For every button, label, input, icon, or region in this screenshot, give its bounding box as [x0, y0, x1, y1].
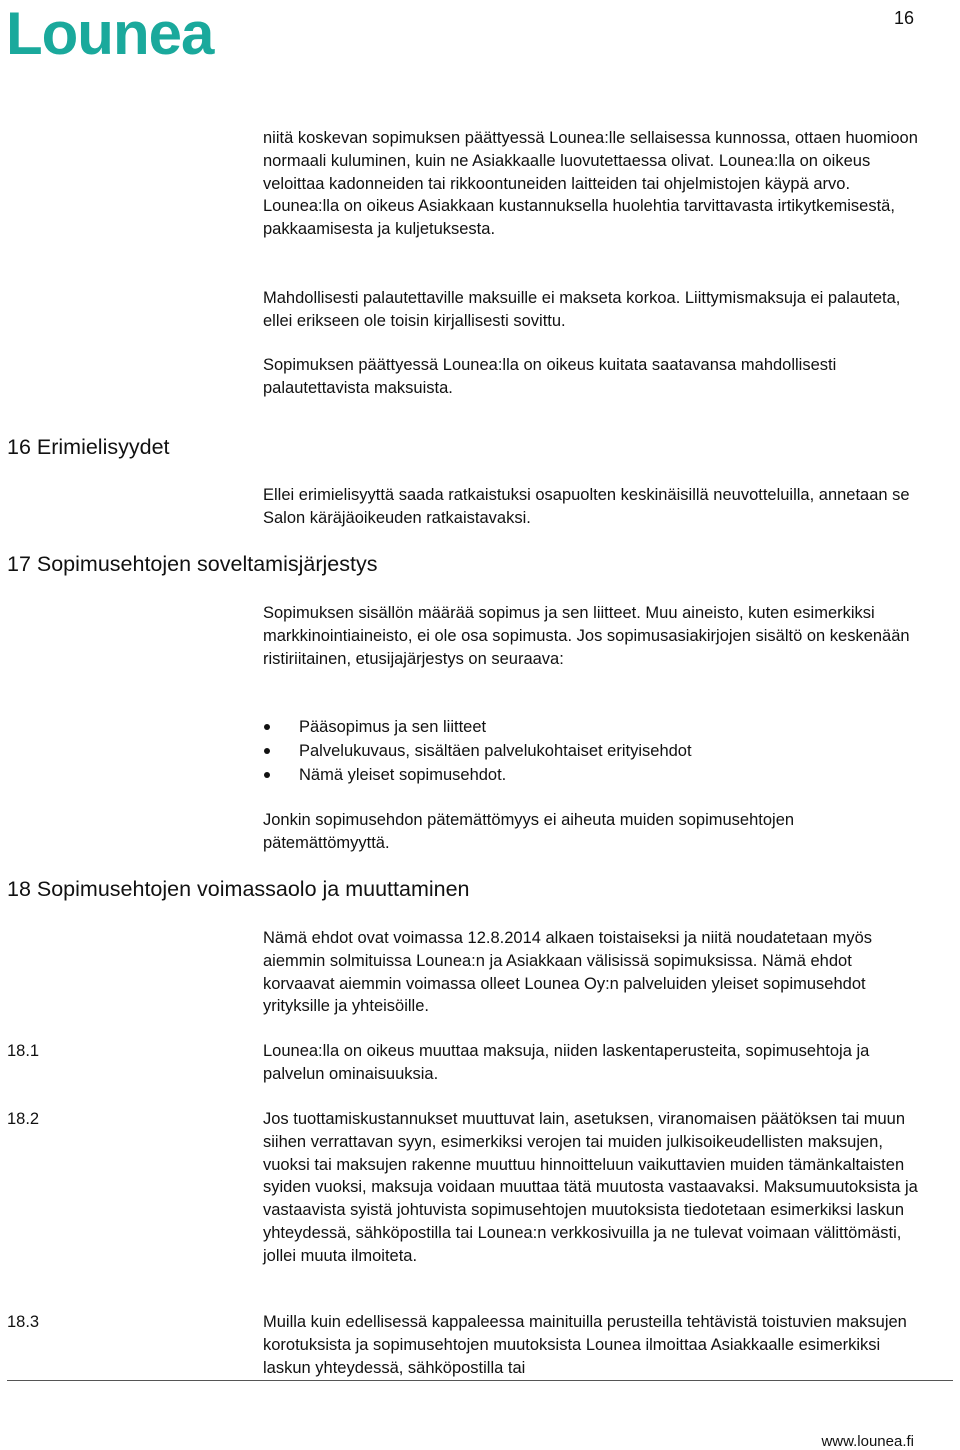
section-16-text: Ellei erimielisyyttä saada ratkaistuksi osapuolten keskinäisillä neuvotteluilla, annetaan se Salon käräjäoikeuden ratkaistavaksi.	[263, 486, 910, 527]
section-18-heading: 18 Sopimusehtojen voimassaolo ja muuttaminen	[7, 877, 470, 901]
lounea-logo-graphic	[6, 2, 216, 64]
item-number: 18.3	[7, 1313, 40, 1331]
section-17-text: Sopimuksen sisällön määrää sopimus ja sen liitteet. Muu aineisto, kuten esimerkiksi markkinointiaineisto, ei ole osa sopimusta. Jos sopimusasiakirjojen sisältö on keskenään ristiriitainen, etusijajärjestys on seuraava:	[263, 604, 910, 668]
list-item: Palvelukuvaus, sisältäen palvelukohtaiset erityisehdot	[263, 739, 692, 763]
section-18-text: Nämä ehdot ovat voimassa 12.8.2014 alkaen toistaiseksi ja niitä noudatetaan myös aiemmin solmituissa Lounea:n ja Asiakkaan välisissä sopimuksissa. Nämä ehdot korvaavat aiemmin voimassa olleet Lounea Oy:n palveluiden yleiset sopimusehdot yrityksille ja yhteisöille.	[263, 929, 873, 1016]
item-text: Lounea:lla on oikeus muuttaa maksuja, niiden laskentaperusteita, sopimusehtoja ja palvelun ominaisuuksia.	[263, 1042, 870, 1083]
item-number: 18.1	[7, 1042, 40, 1060]
page-number: 16	[893, 8, 914, 28]
item-text: Muilla kuin edellisessä kappaleessa mainituilla perusteilla tehtävistä toistuvien maksujen korotuksista ja sopimusehtojen muutoksista Lounea ilmoittaa Asiakkaalle esimerkiksi laskun yhteydessä, sähköpostilla tai	[263, 1313, 907, 1377]
list-item: Pääsopimus ja sen liitteet	[263, 715, 692, 739]
section-17-heading: 17 Sopimusehtojen soveltamisjärjestys	[7, 552, 378, 576]
precedence-list	[263, 715, 692, 787]
paragraph-refund-interest: Mahdollisesti palautettaville maksuille ei makseta korkoa. Liittymismaksuja ei palauteta, ellei erikseen ole toisin kirjallisesti sovittu.	[263, 289, 901, 330]
section-16-heading: 16 Erimielisyydet	[7, 435, 170, 459]
list-item: Nämä yleiset sopimusehdot.	[263, 763, 692, 787]
paragraph-offset-claims: Sopimuksen päättyessä Lounea:lla on oikeus kuitata saatavansa mahdollisesti palautettavista maksuista.	[263, 356, 837, 397]
footer-url: www.lounea.fi	[821, 1433, 914, 1450]
logo-text: Lounea	[6, 2, 214, 64]
footer-divider	[7, 1380, 953, 1381]
item-number: 18.2	[7, 1110, 40, 1128]
section-17-text-2: Jonkin sopimusehdon pätemättömyys ei aiheuta muiden sopimusehtojen pätemättömyyttä.	[263, 811, 795, 852]
item-text: Jos tuottamiskustannukset muuttuvat lain, asetuksen, viranomaisen päätöksen tai muun siihen verrattavan syyn, esimerkiksi verojen tai muiden julkisoikeudellisten maksujen, vuoksi tai maksujen rakenne muuttuu hinnoitteluun vaikuttavien muiden tämänkaltaisten syiden vuoksi, maksuja voidaan muuttaa tätä muutosta vastaavaksi. Maksumuutoksista ja vastaavista syistä johtuvista sopimusehtojen muutoksista tiedotetaan esimerkiksi laskun yhteydessä, sähköpostilla tai Lounea:n verkkosivuilla ja ne tulevat voimaan välittömästi, jollei muuta ilmoiteta.	[263, 1110, 918, 1265]
lounea-logo	[6, 2, 216, 69]
paragraph-return-devices: niitä koskevan sopimuksen päättyessä Lounea:lle sellaisessa kunnossa, ottaen huomioon normaali kuluminen, kuin ne Asiakkaalle luovutettaessa olivat. Lounea:lla on oikeus veloittaa kadonneiden tai rikkoontuneiden laitteiden tai ohjelmistojen käypä arvo. Lounea:lla on oikeus Asiakkaan kustannuksella huolehtia tarvittavasta irtikytkemisestä, pakkaamisesta ja kuljetuksesta.	[263, 129, 918, 239]
